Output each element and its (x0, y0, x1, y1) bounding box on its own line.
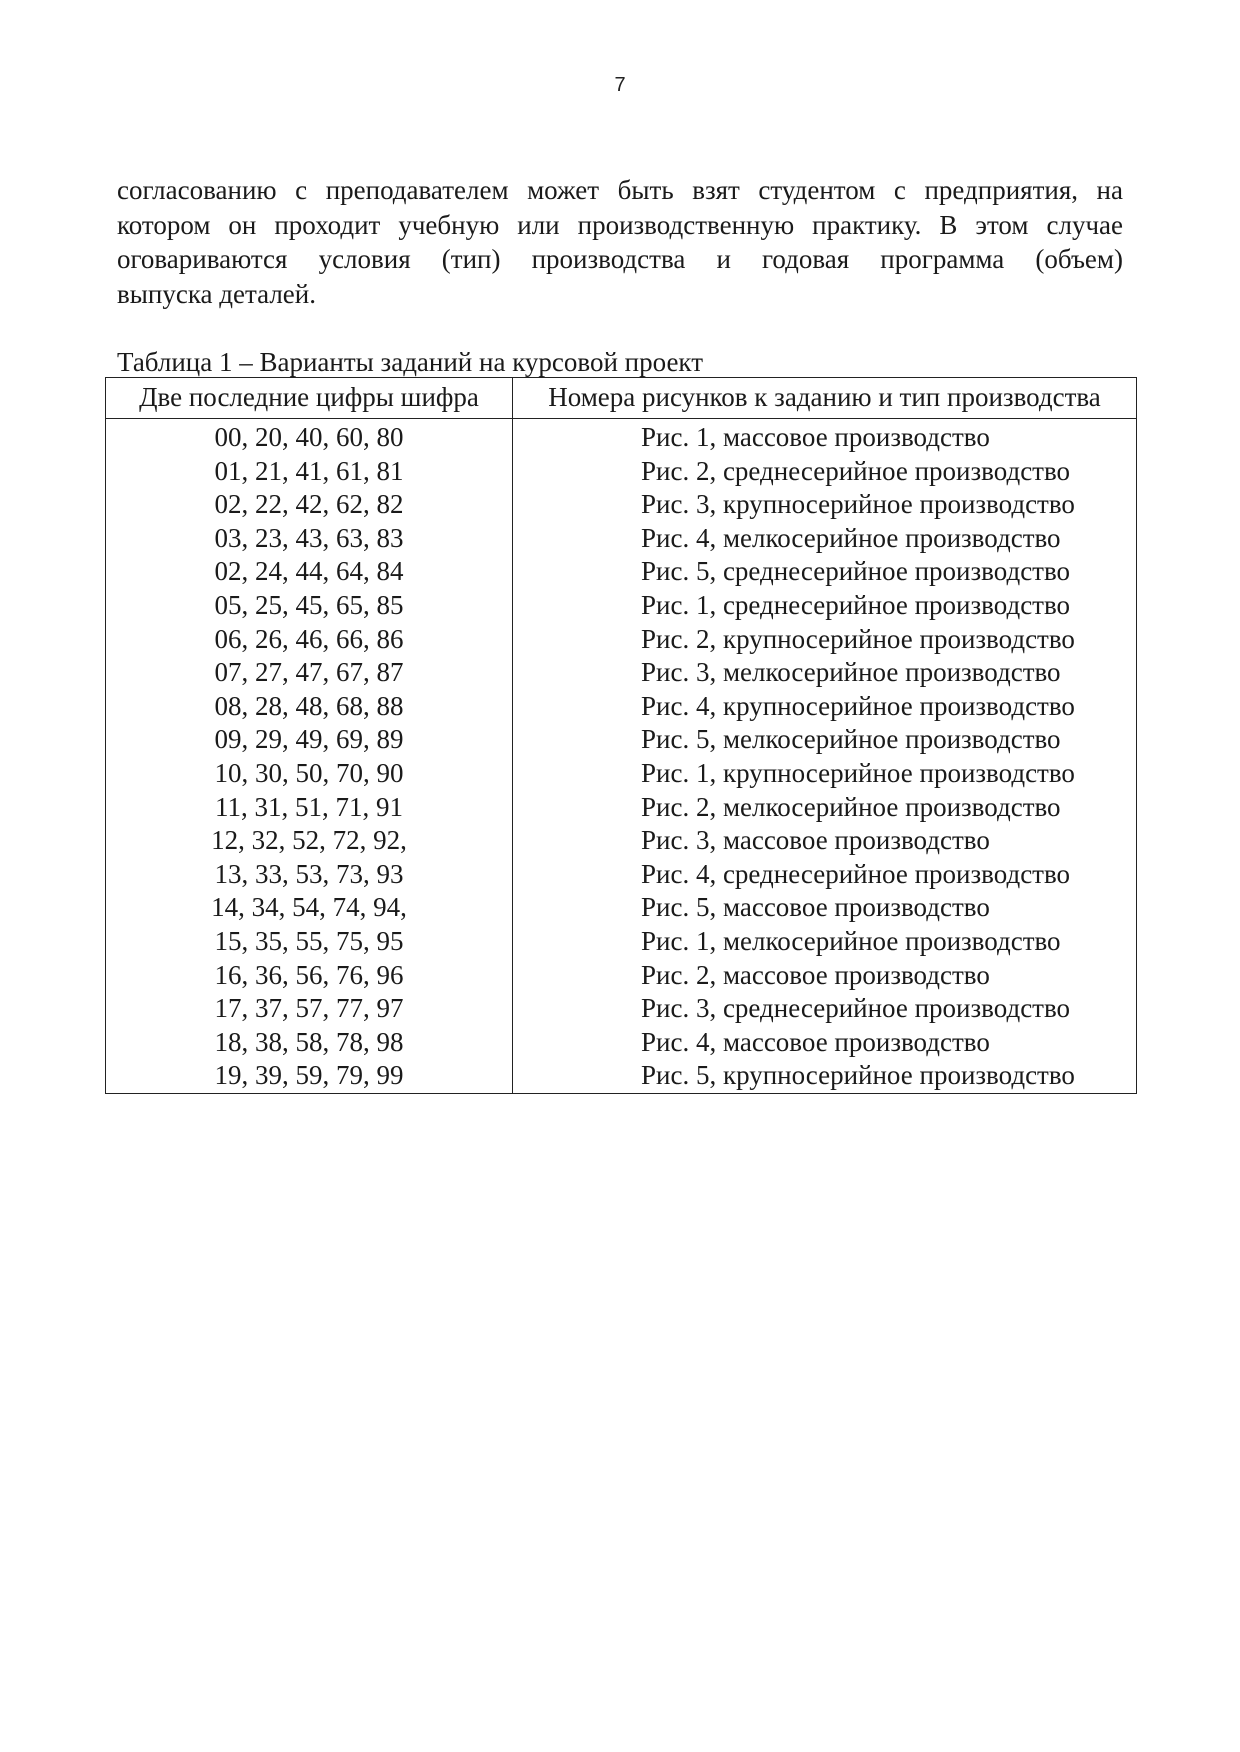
table-row (106, 723, 1137, 757)
table-header-row (106, 378, 1137, 419)
table-body (106, 419, 1137, 1094)
paragraph-line: котором он проходит учебную или производственную практику. В этом случае (117, 209, 1123, 240)
assignment-cell: Рис. 4, крупносерийное производство (513, 690, 1137, 724)
assignment-cell: Рис. 5, мелкосерийное производство (513, 723, 1137, 757)
assignment-cell: Рис. 5, массовое производство (513, 891, 1137, 925)
table-row (106, 455, 1137, 489)
table-row (106, 1026, 1137, 1060)
table-row (106, 757, 1137, 791)
cipher-digits-cell: 18, 38, 58, 78, 98 (106, 1026, 513, 1060)
paragraph-line: согласованию с преподавателем может быть взят студентом с предприятия, на (117, 175, 1123, 205)
table-row (106, 589, 1137, 623)
cipher-digits-cell: 11, 31, 51, 71, 91 (106, 791, 513, 825)
cipher-digits-cell: 07, 27, 47, 67, 87 (106, 656, 513, 690)
assignment-cell: Рис. 1, мелкосерийное производство (513, 925, 1137, 959)
assignment-cell: Рис. 4, мелкосерийное производство (513, 522, 1137, 556)
cipher-digits-cell: 03, 23, 43, 63, 83 (106, 522, 513, 556)
table-row (106, 522, 1137, 556)
paragraph-line: выпуска деталей. (117, 278, 316, 309)
assignment-cell: Рис. 3, массовое производство (513, 824, 1137, 858)
cipher-digits-cell: 16, 36, 56, 76, 96 (106, 959, 513, 993)
assignment-cell: Рис. 5, крупносерийное производство (513, 1059, 1137, 1093)
table-row (106, 623, 1137, 657)
page-number: 7 (614, 74, 626, 96)
cipher-digits-cell: 17, 37, 57, 77, 97 (106, 992, 513, 1026)
variants-table (105, 377, 1137, 1094)
cipher-digits-cell: 01, 21, 41, 61, 81 (106, 455, 513, 489)
table-caption: Таблица 1 – Варианты заданий на курсовой проект (117, 347, 703, 377)
cipher-digits-cell: 12, 32, 52, 72, 92, (106, 824, 513, 858)
cipher-digits-cell: 08, 28, 48, 68, 88 (106, 690, 513, 724)
table-row (106, 791, 1137, 825)
table-row (106, 690, 1137, 724)
cipher-digits-cell: 15, 35, 55, 75, 95 (106, 925, 513, 959)
table-row (106, 555, 1137, 589)
assignment-cell: Рис. 1, среднесерийное производство (513, 589, 1137, 623)
cipher-digits-cell: 05, 25, 45, 65, 85 (106, 589, 513, 623)
assignment-cell: Рис. 2, среднесерийное производство (513, 455, 1137, 489)
cipher-digits-cell: 02, 22, 42, 62, 82 (106, 488, 513, 522)
cipher-digits-cell: 19, 39, 59, 79, 99 (106, 1059, 513, 1093)
header-cipher-digits: Две последние цифры шифра (106, 378, 513, 419)
table-row (106, 891, 1137, 925)
table-row (106, 824, 1137, 858)
table-row (106, 1059, 1137, 1093)
assignment-cell: Рис. 1, крупносерийное производство (513, 757, 1137, 791)
assignment-cell: Рис. 5, среднесерийное производство (513, 555, 1137, 589)
assignment-cell: Рис. 4, среднесерийное производство (513, 858, 1137, 892)
table-row (106, 858, 1137, 892)
assignment-cell: Рис. 4, массовое производство (513, 1026, 1137, 1060)
cipher-digits-cell: 14, 34, 54, 74, 94, (106, 891, 513, 925)
assignment-cell: Рис. 1, массовое производство (513, 419, 1137, 455)
assignment-cell: Рис. 2, мелкосерийное производство (513, 791, 1137, 825)
cipher-digits-cell: 06, 26, 46, 66, 86 (106, 623, 513, 657)
cipher-digits-cell: 13, 33, 53, 73, 93 (106, 858, 513, 892)
assignment-cell: Рис. 2, массовое производство (513, 959, 1137, 993)
body-paragraph (117, 173, 1123, 311)
assignment-cell: Рис. 2, крупносерийное производство (513, 623, 1137, 657)
table-row (106, 419, 1137, 455)
assignment-cell: Рис. 3, крупносерийное производство (513, 488, 1137, 522)
cipher-digits-cell: 10, 30, 50, 70, 90 (106, 757, 513, 791)
cipher-digits-cell: 09, 29, 49, 69, 89 (106, 723, 513, 757)
table-row (106, 992, 1137, 1026)
table-row (106, 488, 1137, 522)
assignment-cell: Рис. 3, мелкосерийное производство (513, 656, 1137, 690)
table-row (106, 656, 1137, 690)
paragraph-line: оговариваются условия (тип) производства и годовая программа (объем) (117, 244, 1123, 274)
cipher-digits-cell: 00, 20, 40, 60, 80 (106, 419, 513, 455)
header-figures-production-type: Номера рисунков к заданию и тип производства (513, 378, 1137, 419)
assignment-cell: Рис. 3, среднесерийное производство (513, 992, 1137, 1026)
table-row (106, 925, 1137, 959)
table-row (106, 959, 1137, 993)
cipher-digits-cell: 02, 24, 44, 64, 84 (106, 555, 513, 589)
